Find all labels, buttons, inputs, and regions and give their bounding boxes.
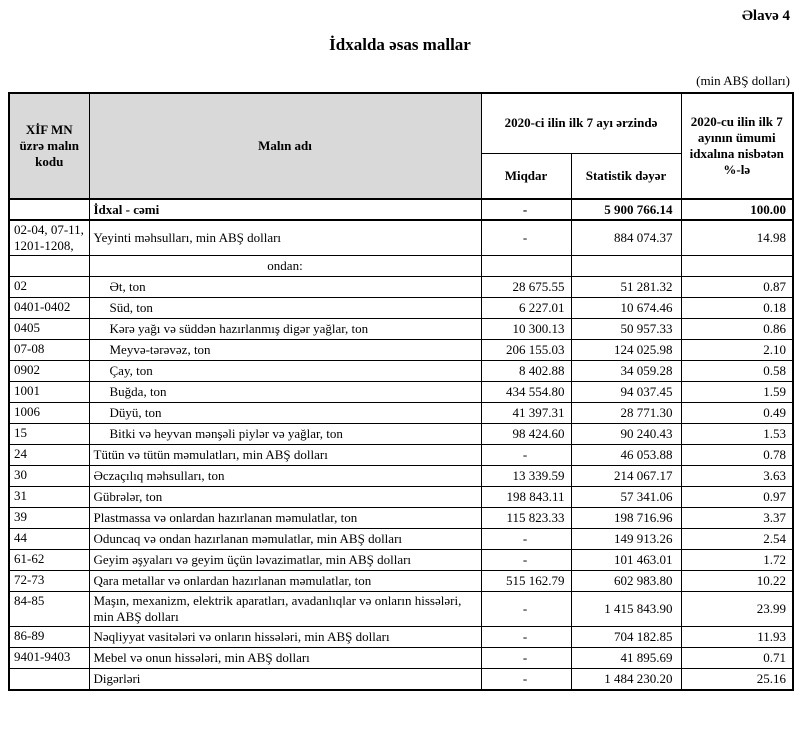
table-row	[9, 669, 793, 690]
cell-value: 149 913.26	[571, 529, 681, 550]
page-title: İdxalda əsas mallar	[329, 35, 471, 54]
table-row	[9, 319, 793, 340]
cell-code: 02	[9, 277, 89, 298]
cell-name: Çay, ton	[89, 361, 481, 382]
cell-name: Nəqliyyat vasitələri və onların hissələri, min ABŞ dolları	[89, 627, 481, 648]
cell-qty: -	[481, 550, 571, 571]
cell-qty: -	[481, 627, 571, 648]
cell-qty: 10 300.13	[481, 319, 571, 340]
cell-share: 0.87	[681, 277, 793, 298]
cell-name: Geyim əşyaları və geyim üçün ləvazimatlar, min ABŞ dolları	[89, 550, 481, 571]
cell-code: 15	[9, 424, 89, 445]
cell-share: 0.86	[681, 319, 793, 340]
cell-share: 0.78	[681, 445, 793, 466]
table-row	[9, 592, 793, 627]
cell-value: 94 037.45	[571, 382, 681, 403]
cell-qty: -	[481, 592, 571, 627]
imports-table	[8, 92, 794, 691]
cell-code: 0405	[9, 319, 89, 340]
cell-value: 5 900 766.14	[571, 199, 681, 220]
cell-name: Yeyinti məhsulları, min ABŞ dolları	[89, 220, 481, 256]
table-row	[9, 298, 793, 319]
cell-qty	[481, 256, 571, 277]
cell-share: 1.53	[681, 424, 793, 445]
cell-qty: 198 843.11	[481, 487, 571, 508]
cell-name: Bitki və heyvan mənşəli piylər və yağlar, ton	[89, 424, 481, 445]
cell-qty: 28 675.55	[481, 277, 571, 298]
cell-name: Kərə yağı və süddən hazırlanmış digər yağlar, ton	[89, 319, 481, 340]
cell-value: 1 415 843.90	[571, 592, 681, 627]
cell-share: 1.59	[681, 382, 793, 403]
cell-code: 30	[9, 466, 89, 487]
cell-name: ondan:	[89, 256, 481, 277]
cell-name: Gübrələr, ton	[89, 487, 481, 508]
cell-code: 0902	[9, 361, 89, 382]
table-row	[9, 487, 793, 508]
header-row-top	[9, 93, 793, 153]
cell-name: Əczaçılıq məhsulları, ton	[89, 466, 481, 487]
table-row	[9, 529, 793, 550]
cell-value: 1 484 230.20	[571, 669, 681, 690]
table-row	[9, 403, 793, 424]
cell-share: 25.16	[681, 669, 793, 690]
cell-share: 2.10	[681, 340, 793, 361]
table-header	[9, 93, 793, 199]
cell-share: 3.63	[681, 466, 793, 487]
cell-qty: 434 554.80	[481, 382, 571, 403]
cell-code: 0401-0402	[9, 298, 89, 319]
cell-code: 31	[9, 487, 89, 508]
cell-qty: -	[481, 445, 571, 466]
header-period-group: 2020-ci ilin ilk 7 ayı ərzində	[481, 93, 681, 153]
cell-qty: -	[481, 529, 571, 550]
cell-share: 1.72	[681, 550, 793, 571]
table-row	[9, 571, 793, 592]
cell-qty: 41 397.31	[481, 403, 571, 424]
cell-share: 23.99	[681, 592, 793, 627]
table-row	[9, 424, 793, 445]
cell-qty: 13 339.59	[481, 466, 571, 487]
cell-qty: -	[481, 648, 571, 669]
header-share: 2020-cu ilin ilk 7 ayının ümumi idxalına nisbətən %-lə	[681, 93, 793, 199]
cell-value: 214 067.17	[571, 466, 681, 487]
cell-code: 84-85	[9, 592, 89, 627]
cell-share: 14.98	[681, 220, 793, 256]
cell-value: 124 025.98	[571, 340, 681, 361]
cell-value: 198 716.96	[571, 508, 681, 529]
cell-share	[681, 256, 793, 277]
cell-name: Buğda, ton	[89, 382, 481, 403]
table-row	[9, 382, 793, 403]
cell-qty: 115 823.33	[481, 508, 571, 529]
cell-share: 0.49	[681, 403, 793, 424]
cell-code: 1006	[9, 403, 89, 424]
cell-code	[9, 256, 89, 277]
cell-value	[571, 256, 681, 277]
cell-code: 24	[9, 445, 89, 466]
cell-name: Qara metallar və onlardan hazırlanan məmulatlar, ton	[89, 571, 481, 592]
header-code: XİF MN üzrə malın kodu	[9, 93, 89, 199]
table-row	[9, 220, 793, 256]
table-row	[9, 361, 793, 382]
cell-value: 50 957.33	[571, 319, 681, 340]
cell-code: 1001	[9, 382, 89, 403]
table-row	[9, 277, 793, 298]
cell-code: 72-73	[9, 571, 89, 592]
cell-share: 3.37	[681, 508, 793, 529]
table-row	[9, 340, 793, 361]
cell-qty: 8 402.88	[481, 361, 571, 382]
cell-qty: 98 424.60	[481, 424, 571, 445]
cell-value: 10 674.46	[571, 298, 681, 319]
cell-name: Süd, ton	[89, 298, 481, 319]
cell-qty: 515 162.79	[481, 571, 571, 592]
cell-share: 0.71	[681, 648, 793, 669]
table-row	[9, 199, 793, 220]
cell-code: 39	[9, 508, 89, 529]
table-row	[9, 648, 793, 669]
header-quantity: Miqdar	[481, 153, 571, 199]
cell-share: 10.22	[681, 571, 793, 592]
cell-value: 602 983.80	[571, 571, 681, 592]
cell-name: İdxal - cəmi	[89, 199, 481, 220]
cell-name: Tütün və tütün məmulatları, min ABŞ dolları	[89, 445, 481, 466]
cell-value: 51 281.32	[571, 277, 681, 298]
header-stat-value: Statistik dəyər	[571, 153, 681, 199]
cell-qty: -	[481, 220, 571, 256]
cell-name: Plastmassa və onlardan hazırlanan məmulatlar, ton	[89, 508, 481, 529]
cell-share: 100.00	[681, 199, 793, 220]
cell-value: 884 074.37	[571, 220, 681, 256]
annex-label: Əlavə 4	[741, 8, 790, 24]
cell-share: 11.93	[681, 627, 793, 648]
table-row	[9, 466, 793, 487]
header-name: Malın adı	[89, 93, 481, 199]
cell-value: 57 341.06	[571, 487, 681, 508]
table-row	[9, 508, 793, 529]
cell-qty: 6 227.01	[481, 298, 571, 319]
table-row	[9, 445, 793, 466]
cell-value: 704 182.85	[571, 627, 681, 648]
cell-code: 9401-9403	[9, 648, 89, 669]
table-body	[9, 199, 793, 690]
cell-code: 61-62	[9, 550, 89, 571]
cell-code: 44	[9, 529, 89, 550]
cell-share: 0.58	[681, 361, 793, 382]
cell-share: 2.54	[681, 529, 793, 550]
table-row	[9, 627, 793, 648]
cell-code	[9, 199, 89, 220]
cell-name: Oduncaq və ondan hazırlanan məmulatlar, min ABŞ dolları	[89, 529, 481, 550]
unit-note: (min ABŞ dolları)	[696, 73, 790, 88]
cell-code: 02-04, 07-11, 1201-1208,	[9, 220, 89, 256]
cell-share: 0.97	[681, 487, 793, 508]
table-row	[9, 550, 793, 571]
table-row	[9, 256, 793, 277]
cell-qty: 206 155.03	[481, 340, 571, 361]
cell-value: 101 463.01	[571, 550, 681, 571]
cell-name: Maşın, mexanizm, elektrik aparatları, avadanlıqlar və onların hissələri, min ABŞ dolları	[89, 592, 481, 627]
cell-code	[9, 669, 89, 690]
cell-value: 28 771.30	[571, 403, 681, 424]
cell-value: 34 059.28	[571, 361, 681, 382]
cell-share: 0.18	[681, 298, 793, 319]
cell-name: Meyvə-tərəvəz, ton	[89, 340, 481, 361]
cell-name: Ət, ton	[89, 277, 481, 298]
cell-name: Düyü, ton	[89, 403, 481, 424]
cell-name: Mebel və onun hissələri, min ABŞ dolları	[89, 648, 481, 669]
cell-code: 07-08	[9, 340, 89, 361]
cell-value: 90 240.43	[571, 424, 681, 445]
cell-value: 41 895.69	[571, 648, 681, 669]
cell-qty: -	[481, 669, 571, 690]
cell-code: 86-89	[9, 627, 89, 648]
cell-value: 46 053.88	[571, 445, 681, 466]
cell-name: Digərləri	[89, 669, 481, 690]
cell-qty: -	[481, 199, 571, 220]
